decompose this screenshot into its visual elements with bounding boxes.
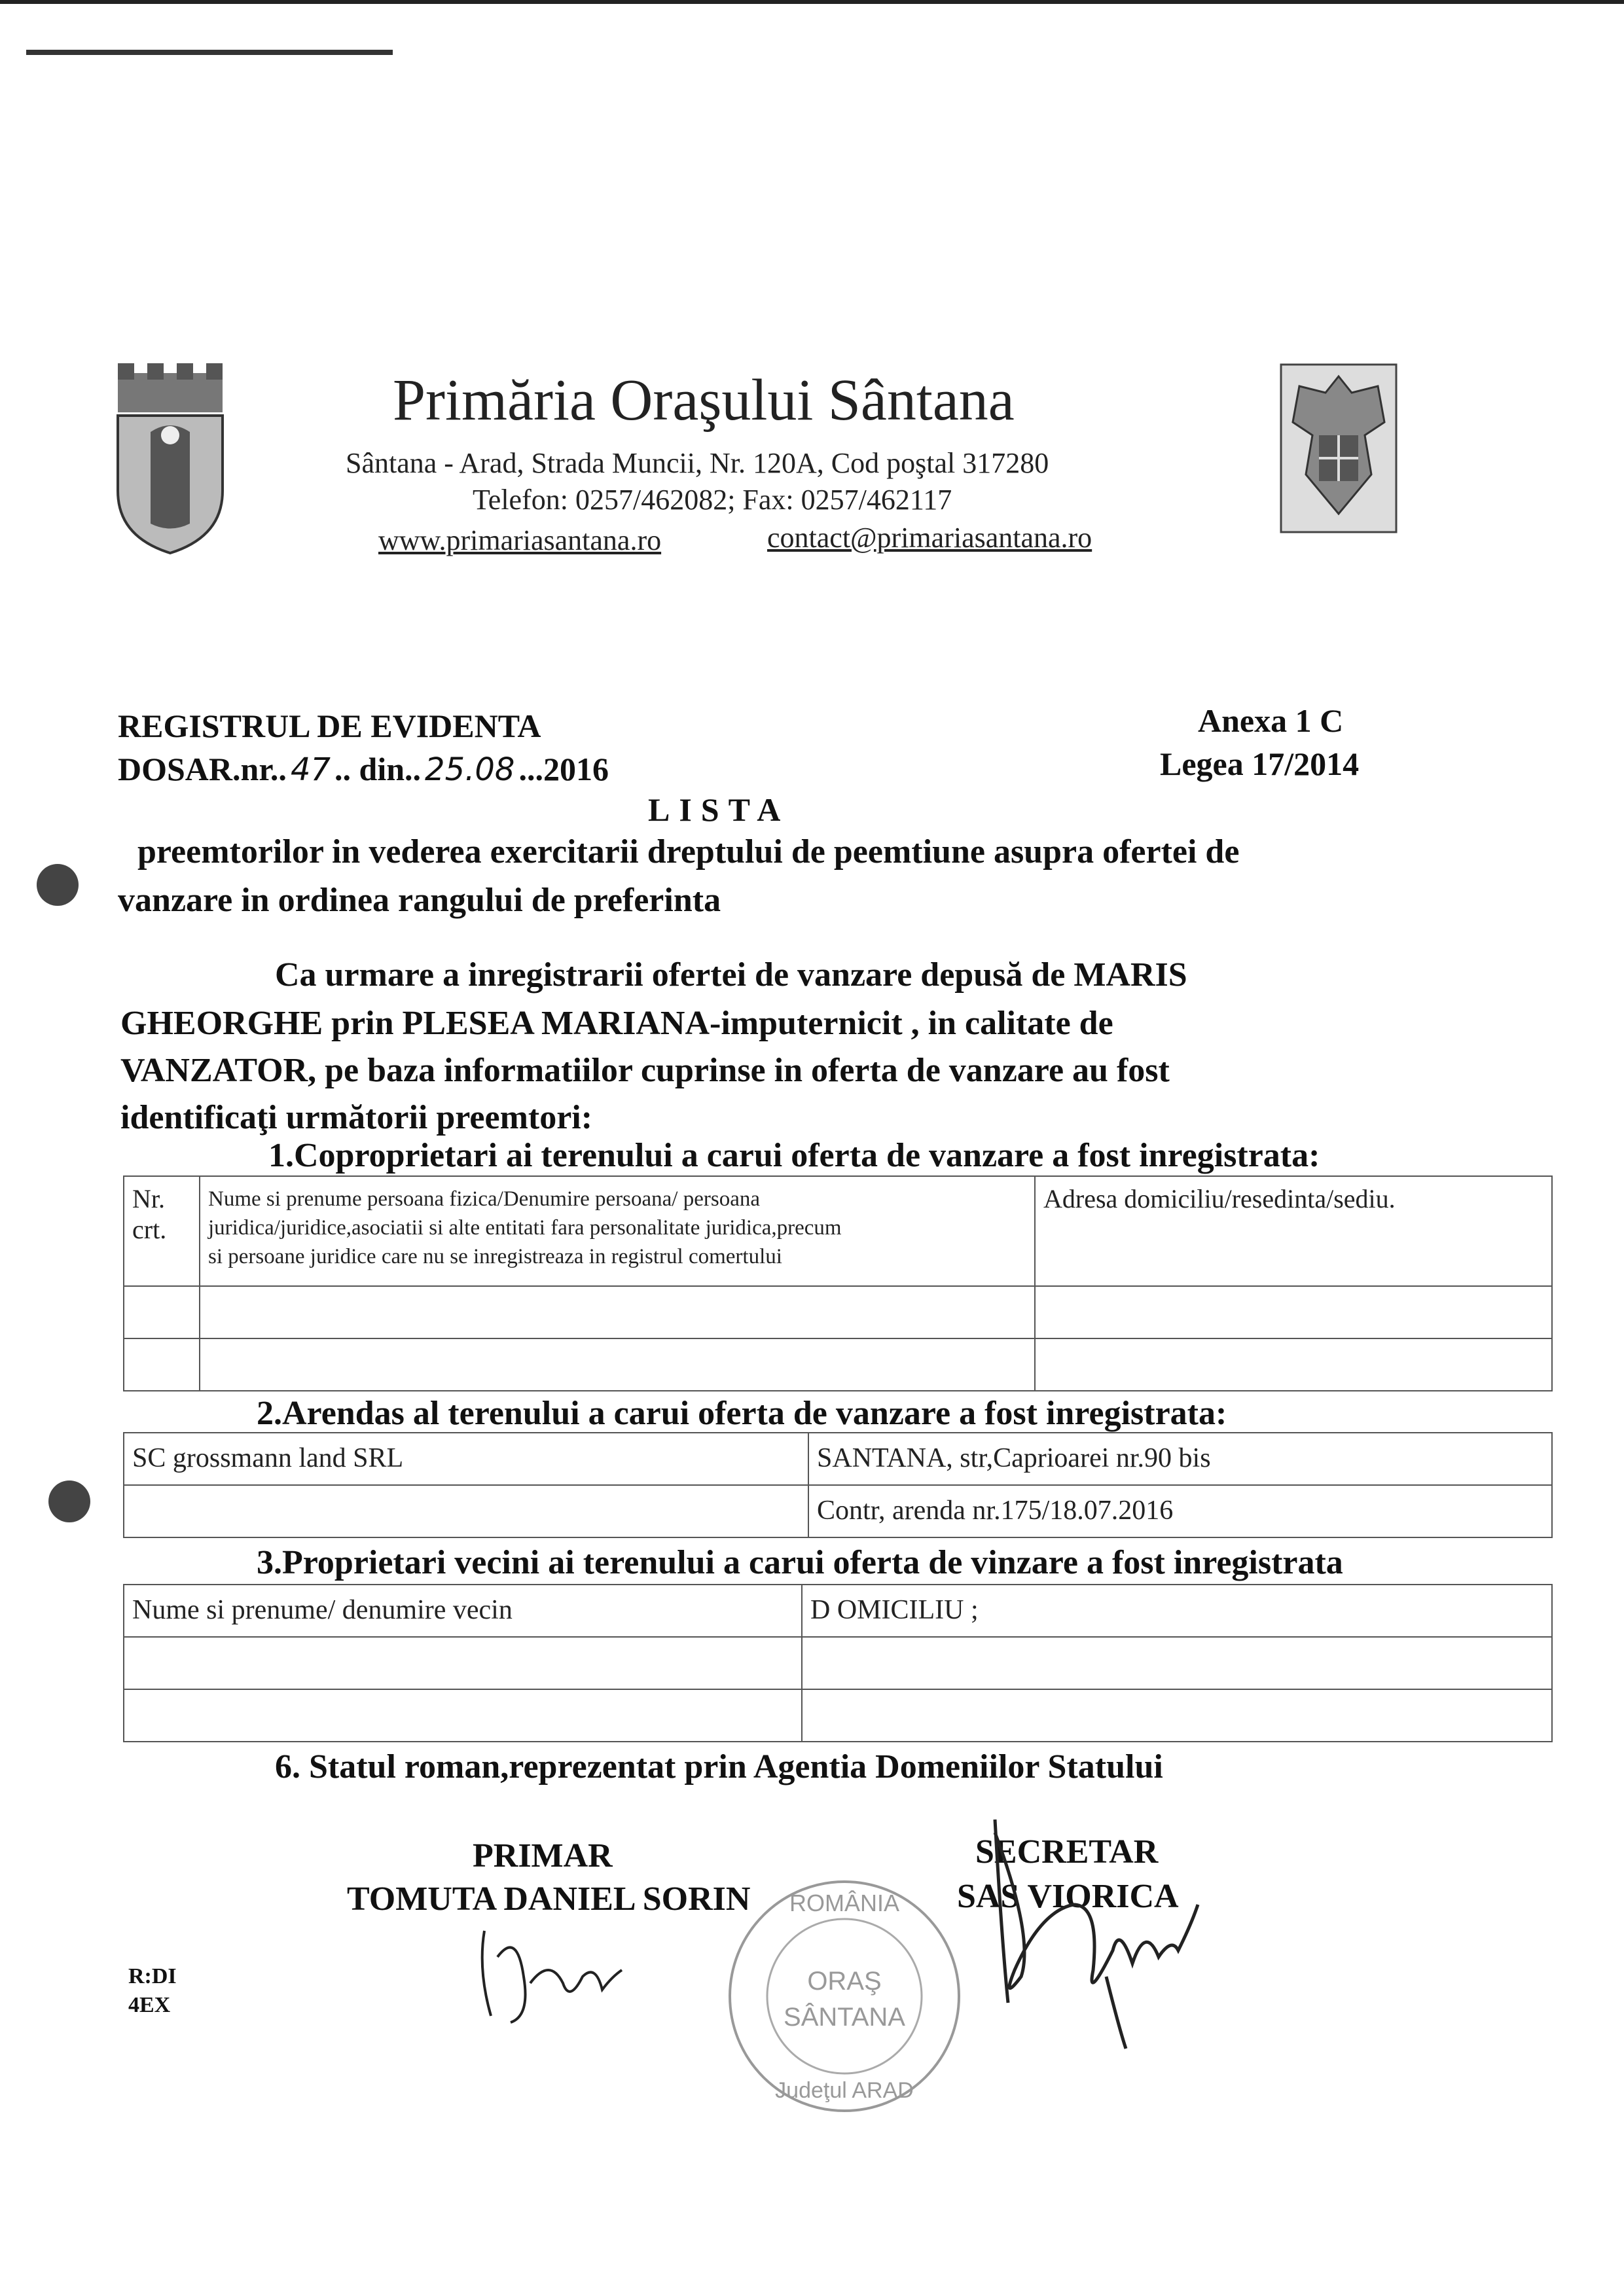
footer-code [128, 1962, 177, 2020]
stamp-mid-text1: ORAŞ [807, 1967, 882, 1996]
table-header-address: Adresa domiciliu/resedinta/sediu. [1035, 1176, 1552, 1286]
neighbors-header-domicile: D OMICILIU ; [802, 1585, 1552, 1637]
official-stamp [720, 1872, 969, 2121]
dosar-reference [118, 750, 609, 788]
dosar-year: ...2016 [518, 751, 609, 787]
tenant-contract: Contr, arenda nr.175/18.07.2016 [808, 1485, 1552, 1537]
annex-label: Anexa 1 C [1198, 702, 1344, 739]
section3-title: 3.Proprietari vecini ai terenului a carui oferta de vinzare a fost inregistrata [257, 1544, 1343, 1581]
lista-subtitle-line2: vanzare in ordinea rangului de preferinta [118, 882, 721, 919]
table-row [124, 1286, 1552, 1338]
table-row [124, 1433, 1552, 1485]
table-header-name: Nume si prenume persoana fizica/Denumire persoana/ persoana juridica/juridice,asociatii si alte entitati fara personalitate juridica,precum si persoane juridice care nu se inregistreaza in registrul comertului [200, 1176, 1035, 1286]
dosar-number-handwritten: 47 [290, 751, 331, 788]
lista-subtitle-line1: preemtorilor in vederea exercitarii dreptului de peemtiune asupra ofertei de [137, 833, 1240, 870]
table-row [124, 1689, 1552, 1742]
registry-label: REGISTRUL DE EVIDENTA [118, 708, 541, 744]
scan-border [0, 0, 1624, 4]
stamp-top-text: ROMÂNIA [789, 1890, 900, 1916]
table-row [124, 1485, 1552, 1537]
institution-address: Sântana - Arad, Strada Muncii, Nr. 120A, Cod poştal 317280 [346, 447, 1049, 479]
dosar-prefix: DOSAR.nr.. [118, 751, 287, 787]
section6-title: 6. Statul roman,reprezentat prin Agentia Domeniilor Statului [275, 1748, 1163, 1785]
intro-line2: GHEORGHE prin PLESEA MARIANA-imputernicit , in calitate de [120, 1005, 1113, 1042]
table-row [124, 1637, 1552, 1689]
neighbors-table [123, 1584, 1553, 1742]
coowners-table [123, 1175, 1553, 1391]
lista-title: LISTA [648, 791, 790, 828]
table-header-nr: Nr. crt. [124, 1176, 200, 1286]
neighbors-header-name: Nume si prenume/ denumire vecin [124, 1585, 802, 1637]
scan-artifact-line [26, 50, 393, 55]
intro-line3: VANZATOR, pe baza informatiilor cuprinse in oferta de vanzare au fost [120, 1052, 1170, 1089]
law-label: Legea 17/2014 [1160, 745, 1360, 782]
romania-coat-of-arms-icon [1280, 363, 1398, 533]
secretary-name: SAS VIORICA [957, 1878, 1179, 1915]
institution-phone: Telefon: 0257/462082; Fax: 0257/462117 [473, 484, 952, 516]
tenant-name: SC grossmann land SRL [124, 1433, 808, 1485]
intro-line4: identificaţi următorii preemtori: [120, 1099, 593, 1136]
tenant-table [123, 1432, 1553, 1538]
section1-title: 1.Coproprietari ai terenului a carui oferta de vanzare a fost inregistrata: [268, 1137, 1320, 1174]
punch-hole [48, 1480, 90, 1522]
footer-line2: 4EX [128, 1993, 171, 2017]
tenant-address: SANTANA, str,Caprioarei nr.90 bis [808, 1433, 1552, 1485]
secretary-title: SECRETAR [975, 1833, 1159, 1871]
footer-line1: R:DI [128, 1964, 177, 1988]
mayor-name: TOMUTA DANIEL SORIN [347, 1880, 751, 1918]
mayor-title: PRIMAR [473, 1837, 613, 1874]
stamp-bottom-text: Judeţul ARAD [775, 2078, 914, 2103]
date-handwritten: 25.08 [425, 751, 515, 788]
institution-website-link[interactable]: www.primariasantana.ro [378, 524, 662, 556]
table-row [124, 1338, 1552, 1391]
secretary-signature [982, 1806, 1218, 2055]
punch-hole [37, 864, 79, 906]
mayor-signature [471, 1918, 628, 2029]
institution-title: Primăria Oraşului Sântana [393, 368, 1015, 433]
city-coat-of-arms-icon [105, 360, 236, 556]
stamp-mid-text2: SÂNTANA [784, 2003, 905, 2032]
din-label: .. din.. [334, 751, 422, 787]
section2-title: 2.Arendas al terenului a carui oferta de vanzare a fost inregistrata: [257, 1395, 1227, 1432]
institution-email-link[interactable]: contact@primariasantana.ro [767, 522, 1092, 554]
table-row [124, 1585, 1552, 1637]
intro-line1: Ca urmare a inregistrarii ofertei de vanzare depusă de MARIS [275, 956, 1187, 994]
